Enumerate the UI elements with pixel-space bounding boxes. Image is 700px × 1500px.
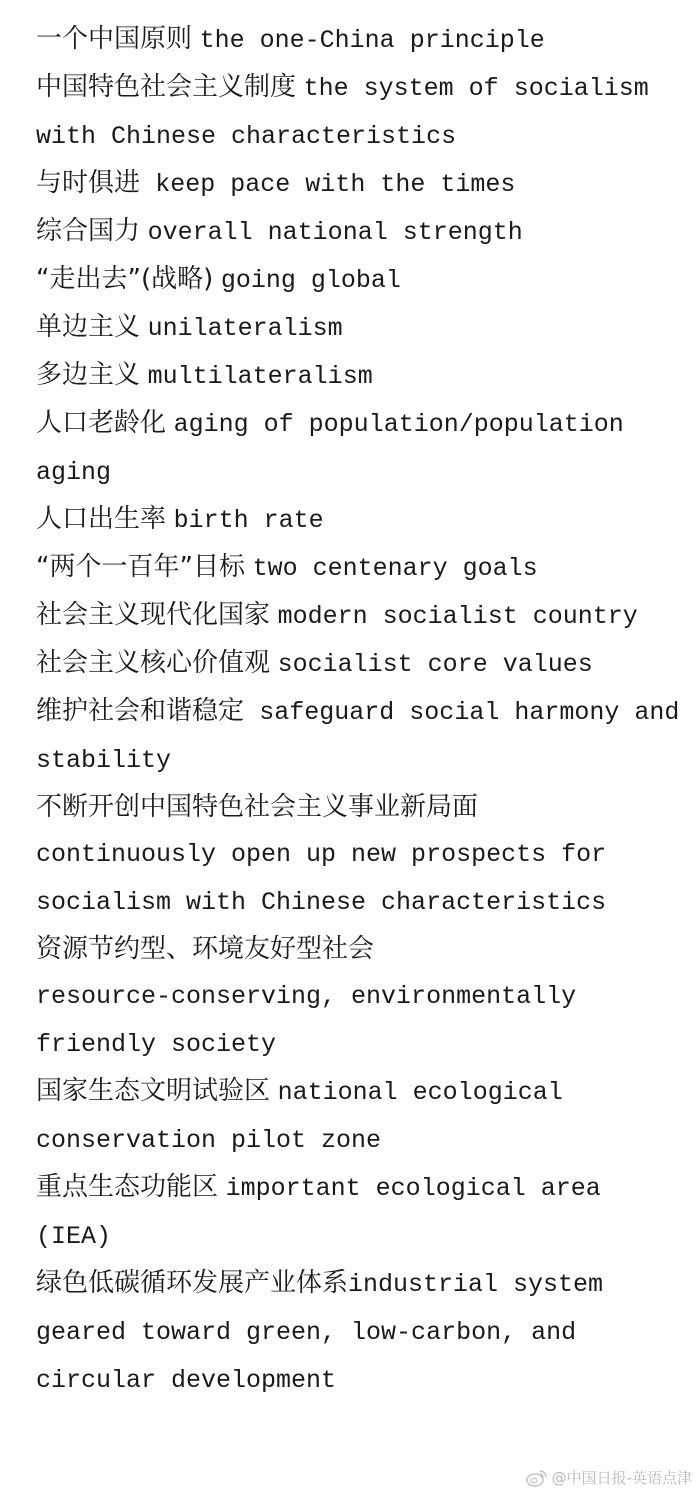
english-translation: multilateralism	[147, 362, 373, 391]
weibo-icon	[526, 1469, 548, 1487]
chinese-term: 人口出生率	[36, 504, 167, 534]
watermark	[526, 1467, 692, 1488]
glossary-entry	[36, 400, 686, 496]
english-translation: national ecological conservation pilot zone	[36, 1078, 578, 1155]
separator	[270, 649, 278, 677]
english-translation: continuously open up new prospects for socialism with Chinese characteristics	[36, 840, 622, 917]
english-translation: modern socialist country	[277, 602, 638, 631]
separator	[244, 697, 259, 725]
chinese-term: 人口老龄化	[36, 408, 167, 438]
glossary-entry	[36, 1164, 686, 1260]
chinese-term: 国家生态文明试验区	[36, 1076, 271, 1106]
separator	[140, 361, 148, 389]
chinese-term: 社会主义现代化国家	[36, 600, 271, 630]
english-translation: overall national strength	[147, 218, 523, 247]
separator	[140, 217, 148, 245]
english-translation: important ecological area (IEA)	[36, 1174, 616, 1251]
separator	[270, 601, 278, 629]
glossary-entry	[36, 496, 686, 544]
glossary-entry	[36, 304, 686, 352]
english-translation: resource-conserving, environmentally friendly society	[36, 982, 592, 1059]
glossary-entry	[36, 640, 686, 688]
chinese-term: 绿色低碳循环发展产业体系	[36, 1268, 349, 1298]
separator	[140, 169, 155, 197]
separator	[213, 265, 221, 293]
glossary-entry	[36, 688, 695, 784]
english-translation: two centenary goals	[252, 554, 538, 583]
separator	[166, 409, 174, 437]
english-translation: socialist core values	[277, 650, 593, 679]
chinese-term: 单边主义	[36, 312, 141, 342]
english-translation: going global	[220, 266, 401, 295]
glossary-entry	[36, 352, 686, 400]
english-translation: aging of population/population aging	[36, 410, 639, 487]
glossary-entry	[36, 64, 686, 160]
separator	[192, 25, 200, 53]
glossary-entry	[36, 16, 686, 64]
chinese-term: 重点生态功能区	[36, 1172, 219, 1202]
glossary-entry	[36, 1260, 686, 1404]
glossary-entry	[36, 544, 686, 592]
chinese-term: 中国特色社会主义制度	[36, 72, 297, 102]
chinese-term: 维护社会和谐稳定	[36, 696, 245, 726]
glossary-entry	[36, 784, 686, 926]
english-translation: the one-China principle	[199, 26, 545, 55]
chinese-term: 多边主义	[36, 360, 141, 390]
english-translation: keep pace with the times	[155, 170, 516, 199]
glossary-entry	[36, 926, 686, 1068]
glossary-entry	[36, 1068, 686, 1164]
separator	[245, 553, 253, 581]
watermark-text: @中国日报-英语点津	[551, 1469, 692, 1487]
separator	[296, 73, 304, 101]
chinese-term: 社会主义核心价值观	[36, 648, 271, 678]
english-translation: industrial system geared toward green, low-carbon, and circular development	[36, 1270, 619, 1395]
chinese-term: 资源节约型、环境友好型社会	[36, 934, 375, 964]
glossary-entry	[36, 160, 686, 208]
chinese-term: “两个一百年”目标	[36, 552, 245, 582]
english-translation: unilateralism	[147, 314, 343, 343]
glossary-list	[36, 16, 695, 1404]
chinese-term: 不断开创中国特色社会主义事业新局面	[36, 792, 479, 822]
chinese-term: 综合国力	[36, 216, 141, 246]
chinese-term: 一个中国原则	[36, 24, 193, 54]
glossary-entry	[36, 208, 686, 256]
separator	[166, 505, 174, 533]
english-translation: birth rate	[173, 506, 324, 535]
english-translation: the system of socialism with Chinese characteristics	[36, 74, 664, 151]
separator	[218, 1173, 226, 1201]
english-translation: safeguard social harmony and stability	[36, 698, 695, 775]
glossary-entry	[36, 256, 686, 304]
separator	[270, 1077, 278, 1105]
chinese-term: 与时俱进	[36, 168, 141, 198]
chinese-term: “走出去”(战略)	[36, 264, 214, 294]
glossary-entry	[36, 592, 686, 640]
separator	[140, 313, 148, 341]
